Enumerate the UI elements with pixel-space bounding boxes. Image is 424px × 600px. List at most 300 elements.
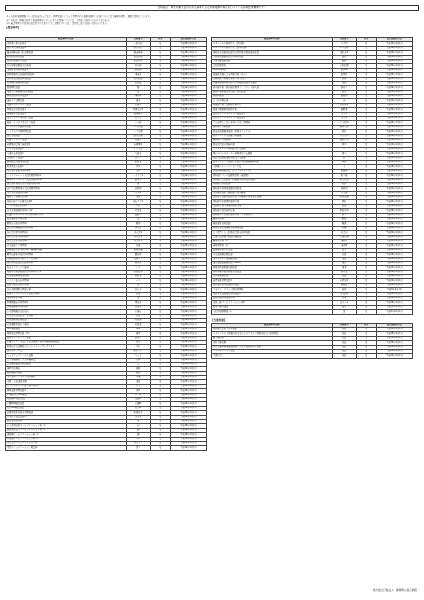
cell-code: 糖管 bbox=[126, 222, 150, 226]
cell-name: 胎児心エコー法 bbox=[6, 349, 127, 353]
cell-name: 地域包括ケア病棟入院料1 bbox=[6, 200, 127, 204]
cell-kind: 第 bbox=[150, 332, 170, 336]
cell-name: 人工膵臓検査、人工膵臓療法 bbox=[6, 358, 127, 362]
cell-code: 検IV bbox=[126, 332, 150, 336]
cell-name: ペースメーカー移植術及び交換術 bbox=[212, 147, 333, 151]
cell-code: 診療録1 bbox=[126, 68, 150, 72]
cell-date: 平成12年4月1日 bbox=[376, 239, 412, 243]
cell-date: 平成18年4月1日 bbox=[170, 424, 206, 428]
cell-kind: 第 bbox=[150, 55, 170, 59]
cell-date: 平成24年4月1日 bbox=[376, 191, 412, 195]
cell-code: 乳房M bbox=[126, 406, 150, 410]
cell-code: 肝炎 bbox=[126, 292, 150, 296]
cell-date: 平成25年7月1日 bbox=[376, 73, 412, 77]
cell-code: 両除 bbox=[332, 160, 356, 164]
cell-kind: 第 bbox=[150, 367, 170, 371]
cell-kind: 第 bbox=[150, 261, 170, 265]
cell-name: 貯血式自己血輸血管理体制加算 bbox=[212, 226, 333, 230]
cell-kind: 第 bbox=[150, 187, 170, 191]
cell-date: 平成18年4月1日 bbox=[170, 428, 206, 432]
cell-date: 平成30年4月1日 bbox=[376, 138, 412, 142]
cell-kind: 第 bbox=[356, 64, 376, 68]
cell-date: 平成14年4月1日 bbox=[170, 204, 206, 208]
cell-date: 平成30年4月1日 bbox=[376, 174, 412, 178]
cell-code: 救搬看体 bbox=[126, 270, 150, 274]
cell-date: 平成14年4月1日 bbox=[376, 248, 412, 252]
cell-code: 放専 bbox=[332, 248, 356, 252]
cell-name: 集団コミュニケーション療法料 bbox=[6, 446, 127, 450]
cell-name: 入院時食事療養（I） bbox=[212, 310, 333, 314]
cell-name: 急性期看護補助体制加算 bbox=[6, 77, 127, 81]
cell-code: 重 bbox=[126, 90, 150, 94]
cell-name: 網膜再建術 bbox=[212, 95, 333, 99]
cell-name: 経カテーテル大動脈弁置換術 bbox=[212, 134, 333, 138]
cell-name: 妊産婦緊急搬送入院加算 bbox=[6, 64, 127, 68]
header-kind: 区分 bbox=[356, 38, 376, 42]
cell-code: トリ bbox=[126, 266, 150, 270]
cell-code: 外化1 bbox=[126, 415, 150, 419]
cell-kind: 第 bbox=[356, 261, 376, 265]
cell-code: ハイ妊娠 bbox=[126, 125, 150, 129]
cell-name: 人工肛門・人工膀胱造設術前処置加算 bbox=[212, 231, 333, 235]
cell-name: 褥瘡ハイリスク患者ケア加算 bbox=[6, 121, 127, 125]
cell-code: 歩行 bbox=[126, 345, 150, 349]
cell-kind: 第 bbox=[150, 354, 170, 358]
cell-name: ハイリスク妊娠管理加算 bbox=[6, 125, 127, 129]
cell-kind: 第 bbox=[356, 103, 376, 107]
cell-date: 平成12年4月1日 bbox=[170, 340, 206, 344]
cell-code: 無菌1 bbox=[126, 95, 150, 99]
cell-kind: 第 bbox=[150, 117, 170, 121]
cell-date: 平成8年4月1日 bbox=[376, 288, 412, 292]
cell-date: 平成22年4月1日 bbox=[376, 90, 412, 94]
cell-code: 腹腎支器 bbox=[332, 196, 356, 200]
cell-code: 脳I bbox=[126, 428, 150, 432]
cell-name: 緩和ケア診療加算 bbox=[6, 99, 127, 103]
cell-date: 平成30年4月1日 bbox=[170, 42, 206, 46]
cell-name: 緑内障手術（緑内障治療用インプラント挿入術） bbox=[212, 86, 333, 90]
cell-code: 感染防止 bbox=[126, 112, 150, 116]
cell-date: 平成22年4月1日 bbox=[170, 108, 206, 112]
cell-code: ハイケア1 bbox=[126, 174, 150, 178]
cell-name: 外来化学療法加算1 bbox=[6, 415, 127, 419]
cell-kind: 第 bbox=[356, 239, 376, 243]
cell-code: 顕微 bbox=[332, 59, 356, 63]
cell-kind: 第 bbox=[150, 138, 170, 142]
cell-date: 平成20年4月1日 bbox=[170, 398, 206, 402]
cell-name: 総合周産期特定集中治療室管理料 bbox=[6, 182, 127, 186]
cell-date: 平成28年4月1日 bbox=[170, 147, 206, 151]
cell-code: 経特 bbox=[332, 130, 356, 134]
cell-name: 開放型病院共同指導料 bbox=[6, 283, 127, 287]
cell-kind: 第 bbox=[356, 134, 376, 138]
cell-name: 心臓ペースメーカー指導管理料の注5 bbox=[6, 213, 127, 217]
cell-kind: 第 bbox=[356, 117, 376, 121]
cell-code: 一般入院 bbox=[126, 42, 150, 46]
cell-kind: 第 bbox=[150, 222, 170, 226]
cell-name: 透析液水質確保加算及び慢性維持透析濾過加算 bbox=[212, 51, 333, 55]
cell-code: 高放 bbox=[332, 257, 356, 261]
cell-name: 輸血管理料I bbox=[212, 218, 333, 222]
cell-kind: 第 bbox=[150, 384, 170, 388]
cell-date: 平成24年4月1日 bbox=[376, 270, 412, 274]
cell-code: ニコ bbox=[126, 279, 150, 283]
cell-code: ハイ分娩 bbox=[126, 130, 150, 134]
cell-date: 平成20年4月1日 bbox=[170, 305, 206, 309]
cell-name: 肝炎インターフェロン治療計画料 bbox=[6, 292, 127, 296]
cell-name: 口腔粘膜処置 bbox=[212, 64, 333, 68]
cell-kind: 第 bbox=[150, 121, 170, 125]
cell-kind: 第 bbox=[356, 178, 376, 182]
cell-kind: 第 bbox=[150, 226, 170, 230]
cell-kind: 第 bbox=[356, 231, 376, 235]
cell-name: 在宅患者訪問看護・指導料 bbox=[6, 314, 127, 318]
cell-date: 平成28年4月1日 bbox=[376, 55, 412, 59]
cell-date: 平成24年4月1日 bbox=[376, 200, 412, 204]
cell-name: 急性期一般入院料1 bbox=[6, 42, 127, 46]
cell-name: 心臓カテーテル法による諸検査の血管内視鏡検査加算 bbox=[6, 340, 127, 344]
cell-code: 認ケア bbox=[126, 156, 150, 160]
cell-kind: 第 bbox=[150, 279, 170, 283]
cell-date: 平成20年4月1日 bbox=[376, 253, 412, 257]
cell-code: 冠動C bbox=[126, 398, 150, 402]
cell-kind: 第 bbox=[356, 235, 376, 239]
cell-date: 平成26年4月1日 bbox=[170, 239, 206, 243]
cell-name: 院内トリアージ実施料 bbox=[6, 266, 127, 270]
cell-name: 乳がんセンチネルリンパ節加算1 bbox=[212, 112, 333, 116]
cell-name: 麻酔管理料（II） bbox=[212, 244, 333, 248]
left-table bbox=[5, 37, 207, 451]
cell-date: 平成24年4月1日 bbox=[376, 279, 412, 283]
cell-code: 移植管臓 bbox=[126, 248, 150, 252]
cell-kind: 第 bbox=[150, 125, 170, 129]
cell-code: ゲル乳再 bbox=[332, 121, 356, 125]
cell-date: 平成20年4月1日 bbox=[170, 301, 206, 305]
cell-code: がん指3 bbox=[126, 239, 150, 243]
cell-kind: 第 bbox=[150, 437, 170, 441]
cell-date: 平成24年4月1日 bbox=[170, 138, 206, 142]
cell-code: 地包ケア1 bbox=[126, 200, 150, 204]
cell-code: 先進 bbox=[332, 354, 356, 358]
cell-date: 平成28年4月1日 bbox=[170, 143, 206, 147]
cell-name: 糖尿病合併症管理料 bbox=[6, 222, 127, 226]
cell-date: 平成16年4月1日 bbox=[170, 51, 206, 55]
cell-code: 胎心エコ bbox=[126, 349, 150, 353]
cell-kind: 第 bbox=[356, 345, 376, 349]
cell-date: 平成22年4月1日 bbox=[170, 99, 206, 103]
cell-code: 運I bbox=[126, 433, 150, 437]
cell-code: HPV bbox=[126, 327, 150, 331]
cell-code: 悪病組 bbox=[332, 283, 356, 287]
cell-code: 両ペ bbox=[332, 152, 356, 156]
cell-date: 平成20年4月1日 bbox=[170, 446, 206, 450]
cell-kind: 第 bbox=[150, 174, 170, 178]
cell-kind: 第 bbox=[150, 257, 170, 261]
cell-kind: 第 bbox=[356, 336, 376, 340]
cell-code: エタ甲 bbox=[332, 42, 356, 46]
cell-date: 平成12年4月1日 bbox=[170, 297, 206, 301]
cell-kind: 第 bbox=[150, 244, 170, 248]
header-code: 受理番号 bbox=[126, 38, 150, 42]
cell-code: 緩診 bbox=[126, 99, 150, 103]
cell-date: 平成20年4月1日 bbox=[170, 415, 206, 419]
cell-date: 平成26年4月1日 bbox=[376, 95, 412, 99]
cell-name: 輸血適正使用加算 bbox=[212, 222, 333, 226]
cell-code: がん指1 bbox=[126, 231, 150, 235]
cell-name: 定位放射線治療 bbox=[212, 275, 333, 279]
cell-kind: 第 bbox=[150, 134, 170, 138]
cell-code: 遠隔ペ bbox=[126, 213, 150, 217]
cell-kind: 第 bbox=[356, 218, 376, 222]
cell-code: 早大腸 bbox=[332, 191, 356, 195]
cell-kind: 第 bbox=[356, 95, 376, 99]
cell-date: 平成30年4月1日 bbox=[170, 196, 206, 200]
cell-code: セ生 bbox=[126, 384, 150, 388]
cell-name: ハイパーサーミア療法 bbox=[212, 349, 333, 353]
cell-date: 平成30年4月1日 bbox=[170, 270, 206, 274]
cell-name: 長期継続頭蓋内脳波検査 bbox=[6, 362, 127, 366]
cell-code: 救1 bbox=[126, 165, 150, 169]
cell-name: 無菌製剤処理料 bbox=[6, 419, 127, 423]
cell-date: 平成30年4月1日 bbox=[170, 314, 206, 318]
cell-date: 平成24年4月1日 bbox=[170, 117, 206, 121]
cell-date: 平成24年4月1日 bbox=[376, 231, 412, 235]
cell-kind: 第 bbox=[356, 81, 376, 85]
cell-kind: 第 bbox=[356, 341, 376, 345]
cell-code: 先進 bbox=[332, 336, 356, 340]
cell-kind: 第 bbox=[150, 112, 170, 116]
cell-kind: 第 bbox=[150, 446, 170, 450]
cell-kind: 第 bbox=[150, 424, 170, 428]
cell-code: 貯輸 bbox=[332, 226, 356, 230]
cell-kind: 第 bbox=[150, 95, 170, 99]
cell-kind: 第 bbox=[150, 275, 170, 279]
cell-date: 平成30年4月1日 bbox=[170, 336, 206, 340]
cell-code: 組再乳 bbox=[332, 73, 356, 77]
cell-date: 平成30年4月1日 bbox=[376, 178, 412, 182]
cell-date: 平成20年4月1日 bbox=[376, 292, 412, 296]
cell-code: 療 bbox=[126, 86, 150, 90]
cell-name: 心臓MRI撮影加算 bbox=[6, 402, 127, 406]
cell-kind: 第 bbox=[150, 327, 170, 331]
cell-date: 平成18年4月1日 bbox=[170, 376, 206, 380]
cell-date: 平成28年4月1日 bbox=[376, 196, 412, 200]
cell-date: 平成20年4月1日 bbox=[170, 222, 206, 226]
cell-kind: 第 bbox=[356, 279, 376, 283]
cell-kind: 第 bbox=[356, 310, 376, 314]
cell-date: 平成20年4月1日 bbox=[170, 402, 206, 406]
cell-date: 平成20年4月1日 bbox=[170, 121, 206, 125]
cell-kind: 第 bbox=[150, 376, 170, 380]
cell-kind: 第 bbox=[356, 130, 376, 134]
cell-date: 平成22年4月1日 bbox=[376, 266, 412, 270]
cell-name: CT撮影及びMRI撮影 bbox=[6, 393, 127, 397]
cell-code: 緑内イ bbox=[332, 86, 356, 90]
cell-code: 入退支 bbox=[126, 152, 150, 156]
cell-date: 平成28年4月1日 bbox=[376, 77, 412, 81]
cell-date: 平成25年7月1日 bbox=[376, 121, 412, 125]
cell-kind: 第 bbox=[150, 415, 170, 419]
cell-date: 平成26年4月1日 bbox=[170, 68, 206, 72]
cell-name: 放射線治療専任加算 bbox=[212, 248, 333, 252]
cell-kind: 第 bbox=[150, 411, 170, 415]
cell-kind: 第 bbox=[356, 169, 376, 173]
cell-code: 補聴 bbox=[126, 371, 150, 375]
cell-date: 平成30年4月1日 bbox=[376, 64, 412, 68]
cell-date: 平成26年4月1日 bbox=[170, 95, 206, 99]
cell-name: 小児入院医療管理料2 bbox=[6, 191, 127, 195]
cell-kind: 第 bbox=[356, 288, 376, 292]
cell-kind: 第 bbox=[150, 147, 170, 151]
note-line: （1）入院時食事療養（I）の届出を行っており、管理栄養士によって管理された食事を適時（夕食については午後6時以降）、適温で提供しています。 bbox=[5, 15, 152, 18]
cell-code: 機安2 bbox=[126, 305, 150, 309]
cell-date: 平成6年10月1日 bbox=[376, 310, 412, 314]
cell-date: 平成18年6月1日 bbox=[170, 279, 206, 283]
cell-kind: 第 bbox=[150, 239, 170, 243]
cell-name: データ提出加算2 bbox=[6, 147, 127, 151]
cell-kind: 第 bbox=[356, 213, 376, 217]
cell-date: 平成26年4月1日 bbox=[376, 301, 412, 305]
cell-code: 画誘 bbox=[332, 266, 356, 270]
cell-name: 病理診断管理加算2 bbox=[212, 279, 333, 283]
cell-name: 高エネルギー放射線治療 bbox=[212, 257, 333, 261]
cell-kind: 第 bbox=[356, 283, 376, 287]
header-name: 施設基準の名称 bbox=[212, 323, 333, 327]
cell-code: 看夜配 bbox=[126, 81, 150, 85]
header-name: 施設基準の名称 bbox=[212, 38, 333, 42]
cell-kind: 第 bbox=[150, 209, 170, 213]
cell-date: 平成30年4月1日 bbox=[376, 341, 412, 345]
cell-name: 呼吸器リハビリテーション料（I） bbox=[6, 437, 127, 441]
cell-code: 酸単 bbox=[332, 305, 356, 309]
cell-date: 平成24年4月1日 bbox=[376, 130, 412, 134]
cell-kind: 第 bbox=[356, 270, 376, 274]
cell-kind: 第 bbox=[356, 226, 376, 230]
cell-kind: 第 bbox=[150, 398, 170, 402]
cell-name: 内視鏡下鼻・副鼻腔手術V型 bbox=[212, 103, 333, 107]
cell-kind: 第 bbox=[356, 152, 376, 156]
cell-name: がん患者指導管理料ロ bbox=[6, 235, 127, 239]
cell-code: 腹仙骨固 bbox=[332, 209, 356, 213]
cell-code: 造血遺 bbox=[126, 323, 150, 327]
cell-code: 経中 bbox=[332, 143, 356, 147]
cell-name: 腹腔鏡下肝切除術 bbox=[212, 182, 333, 186]
cell-code: 腹子 bbox=[332, 213, 356, 217]
left-table-body bbox=[6, 42, 207, 450]
cell-kind: 第 bbox=[150, 77, 170, 81]
cell-kind: 第 bbox=[150, 178, 170, 182]
cell-name: 総合評価加算 bbox=[6, 134, 127, 138]
cell-name: 体外照射呼吸性移動対策加算 bbox=[212, 270, 333, 274]
cell-date: 平成26年4月1日 bbox=[170, 59, 206, 63]
cell-date: 平成30年4月1日 bbox=[376, 305, 412, 309]
cell-kind: 第 bbox=[356, 305, 376, 309]
cell-name: ゲル充填人工乳房を用いた乳房再建術 bbox=[212, 121, 333, 125]
cell-date: 平成28年4月1日 bbox=[170, 160, 206, 164]
cell-kind: 第 bbox=[356, 125, 376, 129]
cell-name: 胸腔鏡下弁置換術 bbox=[212, 138, 333, 142]
right-column bbox=[211, 37, 413, 359]
cell-name: 診療録管理体制加算1 bbox=[6, 68, 127, 72]
cell-kind: 第 bbox=[356, 73, 376, 77]
cell-code: 強度 bbox=[332, 261, 356, 265]
cell-name: クラウン・ブリッジ維持管理料 bbox=[212, 288, 333, 292]
cell-kind: 第 bbox=[356, 156, 376, 160]
cell-name: 外来栄養食事指導料の注2 bbox=[6, 209, 127, 213]
cell-name: 高度難聴指導管理料 bbox=[6, 218, 127, 222]
cell-name: 持続血糖測定器加算 bbox=[6, 319, 127, 323]
cell-name: 植込型除細動器移植術及び交換術 bbox=[212, 156, 333, 160]
cell-date: 平成24年4月1日 bbox=[170, 406, 206, 410]
cell-kind: 第 bbox=[150, 336, 170, 340]
cell-code: 大 bbox=[332, 165, 356, 169]
cell-date: 平成24年4月1日 bbox=[170, 112, 206, 116]
table-row bbox=[6, 446, 207, 450]
header-code: 受理番号 bbox=[332, 38, 356, 42]
cell-code: 体対策 bbox=[332, 270, 356, 274]
cell-date: 平成22年4月1日 bbox=[376, 117, 412, 121]
cell-name: 入退院支援加算1 bbox=[6, 152, 127, 156]
cell-date: 平成12年4月1日 bbox=[376, 147, 412, 151]
cell-name: 腹腔鏡下前立腺悪性腫瘍手術 bbox=[212, 204, 333, 208]
cell-kind: 第 bbox=[356, 90, 376, 94]
cell-kind: 第 bbox=[150, 130, 170, 134]
cell-date: 平成26年4月1日 bbox=[376, 235, 412, 239]
cell-code: 経循補 bbox=[332, 169, 356, 173]
cell-kind: 第 bbox=[150, 301, 170, 305]
cell-kind: 第 bbox=[356, 244, 376, 248]
cell-code: 薬 bbox=[126, 297, 150, 301]
cell-code: 新回復 bbox=[126, 187, 150, 191]
cell-code: 病理診2 bbox=[332, 279, 356, 283]
cell-date: 平成22年4月1日 bbox=[170, 384, 206, 388]
document-page bbox=[5, 5, 419, 595]
cell-code: 患サポ bbox=[126, 117, 150, 121]
cell-kind: 第 bbox=[150, 297, 170, 301]
cell-name: 悪性腫瘍病理組織標本加算 bbox=[212, 283, 333, 287]
cell-date: 平成12年4月1日 bbox=[170, 218, 206, 222]
cell-code: 腹膵切 bbox=[332, 187, 356, 191]
cell-code: 妊産婦 bbox=[126, 64, 150, 68]
cell-code: 乳セ2 bbox=[332, 117, 356, 121]
cell-kind: 第 bbox=[150, 196, 170, 200]
cell-kind: 第 bbox=[150, 165, 170, 169]
cell-kind: 第 bbox=[150, 218, 170, 222]
section-label: 【施設基準】 bbox=[5, 25, 21, 29]
cell-date: 平成22年4月1日 bbox=[170, 411, 206, 415]
cell-code: 肢梢 bbox=[332, 55, 356, 59]
cell-code: 胃瘻造嚥 bbox=[332, 235, 356, 239]
cell-date: 平成12年4月1日 bbox=[170, 283, 206, 287]
cell-name: 抗悪性腫瘍剤処方管理加算 bbox=[6, 411, 127, 415]
cell-code: 放射診 bbox=[126, 275, 150, 279]
cell-name: 両室ペーシング機能付き植込型除細動器移植術 bbox=[212, 160, 333, 164]
cell-date: 平成30年4月1日 bbox=[170, 209, 206, 213]
cell-name: ハイリスク分娩管理加算 bbox=[6, 130, 127, 134]
cell-date: 平成24年4月1日 bbox=[170, 393, 206, 397]
cell-date: 平成26年4月1日 bbox=[376, 328, 412, 332]
cell-name: 小児食物アレルギー負荷検査 bbox=[6, 376, 127, 380]
cell-name: 医療機器安全管理料2 bbox=[6, 305, 127, 309]
cell-date: 平成20年4月1日 bbox=[170, 64, 206, 68]
cell-date: 平成12年4月1日 bbox=[170, 90, 206, 94]
cell-date: 平成26年4月1日 bbox=[376, 134, 412, 138]
cell-code: 急性看補 bbox=[126, 77, 150, 81]
cell-name: 看護職員夜間配置加算 bbox=[6, 81, 127, 85]
cell-kind: 第 bbox=[150, 371, 170, 375]
cell-kind: 第 bbox=[356, 143, 376, 147]
cell-code: データ提 bbox=[126, 147, 150, 151]
